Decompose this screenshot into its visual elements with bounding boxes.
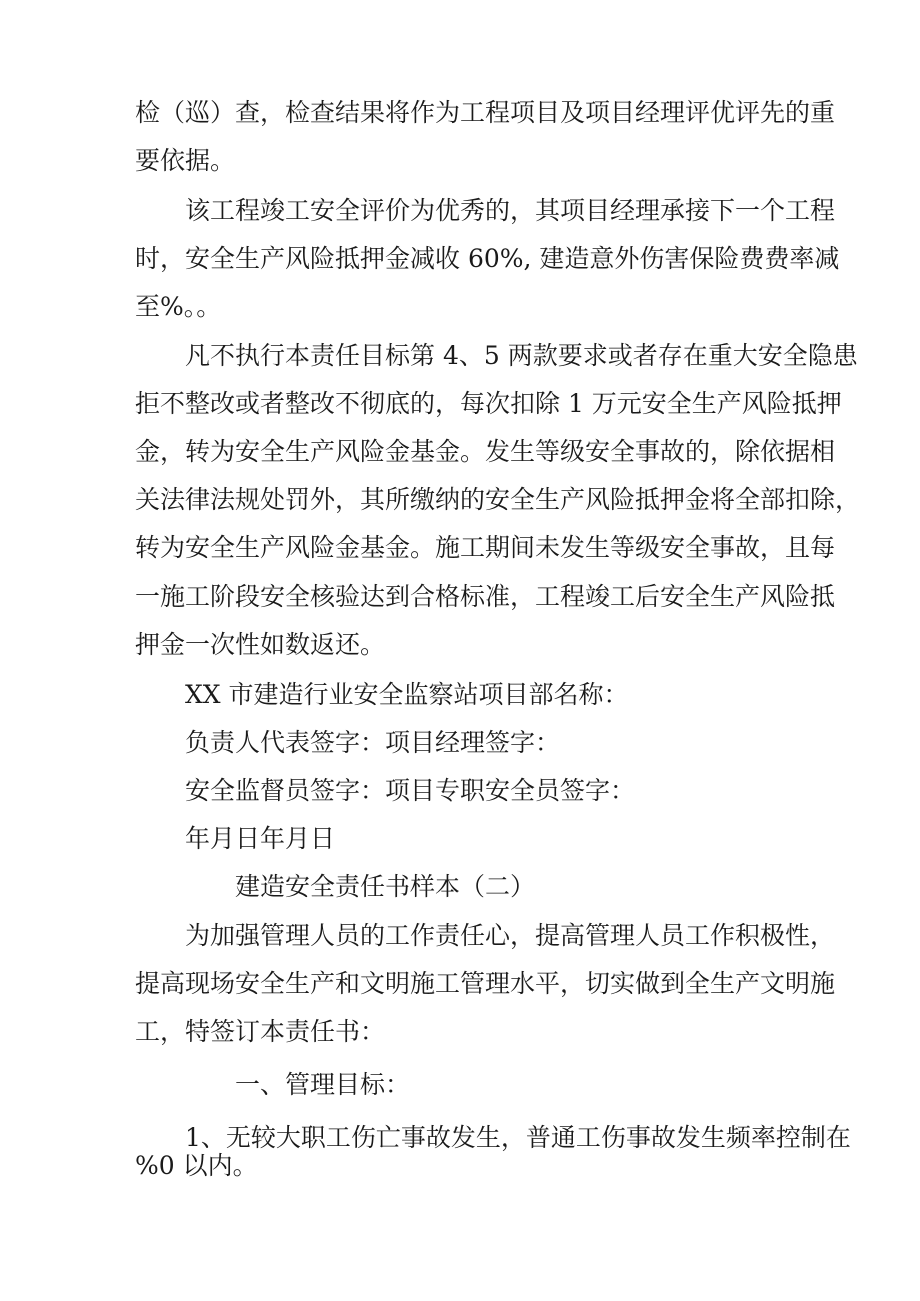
section-title: 建造安全责任书样本（二） bbox=[235, 872, 536, 901]
paragraph-3-line-2: 拒不整改或者整改不彻底的，每次扣除 1 万元安全生产风险抵押 bbox=[135, 389, 842, 418]
heading-management-goals: 一、管理目标： bbox=[235, 1070, 411, 1099]
paragraph-1-line-2: 要依据。 bbox=[135, 146, 236, 175]
item-1-line-2: %0 以内。 bbox=[135, 1151, 258, 1180]
station-signature-line: XX 市建造行业安全监察站项目部名称： bbox=[185, 680, 629, 709]
date-line: 年月日年月日 bbox=[185, 824, 336, 853]
representative-signature-line: 负责人代表签字：项目经理签字： bbox=[185, 728, 561, 757]
item-1-line-1: 1、无较大职工伤亡事故发生，普通工伤事故发生频率控制在 bbox=[185, 1123, 851, 1152]
paragraph-3-line-5: 转为安全生产风险金基金。施工期间未发生等级安全事故，且每 bbox=[135, 533, 836, 562]
paragraph-4-line-2: 提高现场安全生产和文明施工管理水平，切实做到全生产文明施 bbox=[135, 969, 836, 998]
paragraph-3-line-6: 一施工阶段安全核验达到合格标准，工程竣工后安全生产风险抵 bbox=[135, 582, 836, 611]
paragraph-3-line-1: 凡不执行本责任目标第 4、5 两款要求或者存在重大安全隐患 bbox=[185, 341, 858, 370]
paragraph-3-line-3: 金，转为安全生产风险金基金。发生等级安全事故的，除依据相 bbox=[135, 437, 836, 466]
paragraph-2-line-3: 至%。。 bbox=[135, 292, 222, 321]
paragraph-4-line-1: 为加强管理人员的工作责任心，提高管理人员工作积极性， bbox=[185, 921, 836, 950]
paragraph-3-line-4: 关法律法规处罚外，其所缴纳的安全生产风险抵押金将全部扣除， bbox=[135, 485, 861, 514]
paragraph-1-line-1: 检（巡）查，检查结果将作为工程项目及项目经理评优评先的重 bbox=[135, 98, 836, 127]
paragraph-2-line-2: 时，安全生产风险抵押金减收 60%, 建造意外伤害保险费费率减 bbox=[135, 244, 840, 273]
paragraph-4-line-3: 工，特签订本责任书： bbox=[135, 1017, 386, 1046]
supervisor-signature-line: 安全监督员签字：项目专职安全员签字： bbox=[185, 776, 636, 805]
paragraph-2-line-1: 该工程竣工安全评价为优秀的，其项目经理承接下一个工程 bbox=[185, 196, 836, 225]
paragraph-3-line-7: 押金一次性如数返还。 bbox=[135, 630, 386, 659]
